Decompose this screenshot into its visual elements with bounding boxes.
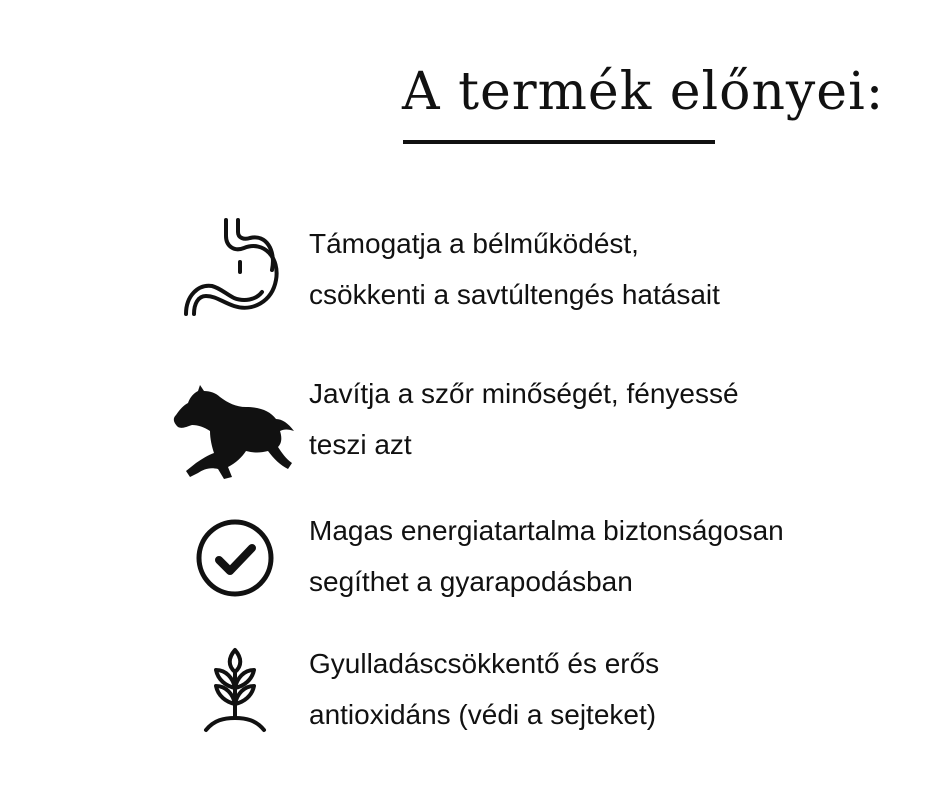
horse-icon bbox=[170, 379, 300, 484]
benefit-text bbox=[309, 218, 720, 320]
benefit-line-1: Magas energiatartalma biztonságosan bbox=[309, 515, 784, 546]
benefit-text bbox=[309, 638, 659, 740]
checkmark-circle-icon bbox=[193, 516, 277, 600]
sprout-icon bbox=[200, 640, 270, 736]
stomach-icon bbox=[182, 210, 282, 320]
benefit-line-2: segíthet a gyarapodásban bbox=[309, 566, 633, 597]
benefit-text bbox=[309, 505, 784, 607]
benefit-line-2: teszi azt bbox=[309, 429, 412, 460]
benefit-line-2: antioxidáns (védi a sejteket) bbox=[309, 699, 657, 730]
page-title: A termék előnyei: bbox=[402, 62, 885, 122]
benefit-line-1: Támogatja a bélműködést, bbox=[309, 228, 639, 259]
benefit-line-2: csökkenti a savtúltengés hatásait bbox=[309, 279, 720, 310]
benefit-text bbox=[309, 368, 739, 470]
benefit-line-1: Gyulladáscsökkentő és erős bbox=[309, 648, 660, 679]
benefit-line-1: Javítja a szőr minőségét, fényessé bbox=[309, 378, 739, 409]
title-underline bbox=[403, 140, 715, 144]
